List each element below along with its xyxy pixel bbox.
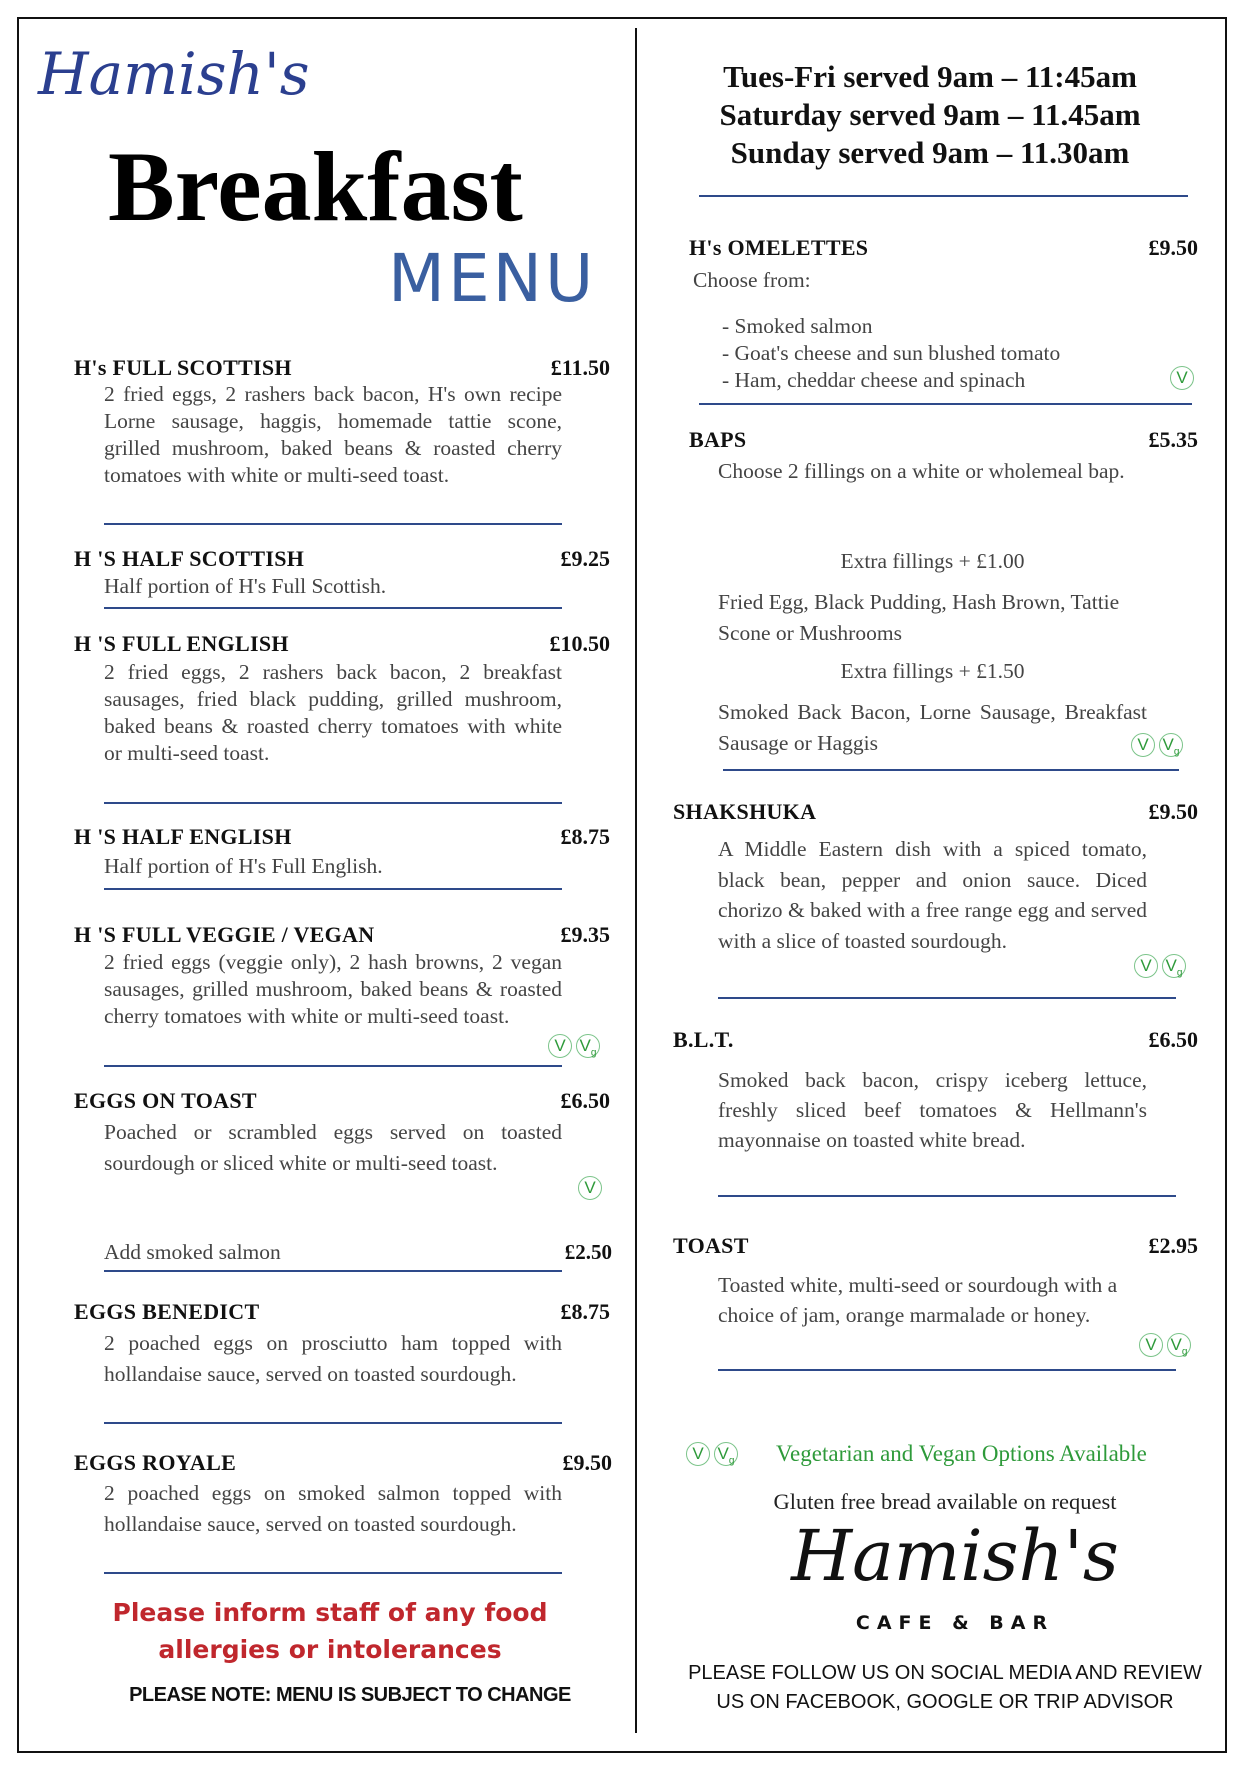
item-name: SHAKSHUKA bbox=[673, 799, 817, 824]
divider-rule bbox=[718, 997, 1176, 999]
diet-badges bbox=[578, 1176, 602, 1200]
divider-rule bbox=[699, 403, 1192, 405]
extra-fillings-1: Extra fillings + £1.00 bbox=[840, 549, 1025, 573]
item-description: 2 poached eggs on prosciutto ham topped with hollandaise sauce, served on toasted sourdough. bbox=[104, 1331, 562, 1386]
diet-badges bbox=[1170, 366, 1194, 390]
item-intro: Choose from: bbox=[693, 268, 811, 292]
item-price: £8.75 bbox=[560, 824, 610, 849]
item-name: EGGS BENEDICT bbox=[74, 1299, 260, 1324]
item-description: Poached or scrambled eggs served on toasted sourdough or sliced white or multi-seed toast. bbox=[104, 1120, 562, 1175]
item-price: £6.50 bbox=[560, 1088, 610, 1113]
item-price: £11.50 bbox=[550, 355, 610, 380]
option: - Ham, cheddar cheese and spinach bbox=[722, 368, 1026, 392]
column-divider bbox=[635, 28, 637, 1733]
item-name: B.L.T. bbox=[673, 1027, 734, 1052]
divider-rule bbox=[104, 888, 562, 890]
brand-script: Hamish's bbox=[38, 40, 310, 108]
item-price: £9.35 bbox=[560, 922, 610, 947]
divider-rule bbox=[104, 607, 562, 609]
diet-badges-legend bbox=[686, 1442, 738, 1466]
item-price: £9.50 bbox=[562, 1450, 612, 1475]
divider-rule bbox=[104, 1422, 562, 1424]
allergy-notice bbox=[40, 1594, 620, 1668]
item-name: H 'S FULL ENGLISH bbox=[74, 631, 289, 656]
item-description: 2 fried eggs, 2 rashers back bacon, H's own recipe Lorne sausage, haggis, homemade tattie scone, grilled mushroom, baked beans & roasted cherry tomatoes with white or multi-seed toast. bbox=[104, 382, 562, 487]
vegan-icon: $V_g$ bbox=[1159, 733, 1183, 757]
item-name: EGGS ROYALE bbox=[74, 1450, 237, 1475]
item-price: £2.95 bbox=[1148, 1233, 1198, 1258]
veg-options-note: Vegetarian and Vegan Options Available bbox=[776, 1441, 1147, 1466]
hours-line: Tues-Fri served 9am – 11:45am bbox=[723, 59, 1137, 94]
divider-rule bbox=[104, 523, 562, 525]
item-name: H's FULL SCOTTISH bbox=[74, 355, 292, 380]
diet-badges bbox=[1134, 954, 1186, 978]
diet-badges bbox=[1139, 1333, 1191, 1357]
divider-rule bbox=[718, 1195, 1176, 1197]
gluten-free-note: Gluten free bread available on request bbox=[773, 1489, 1117, 1514]
divider-rule bbox=[104, 1270, 562, 1272]
item-extra: Add smoked salmon bbox=[104, 1240, 281, 1264]
page-subtitle: MENU bbox=[388, 240, 597, 317]
option: - Goat's cheese and sun blushed tomato bbox=[722, 341, 1061, 365]
item-name: BAPS bbox=[689, 427, 747, 452]
item-description: Toasted white, multi-seed or sourdough with a choice of jam, orange marmalade or honey. bbox=[718, 1273, 1118, 1327]
diet-badges bbox=[1131, 733, 1183, 757]
social-line-1: PLEASE FOLLOW US ON SOCIAL MEDIA AND REVIEW bbox=[688, 1662, 1202, 1684]
hours-line: Sunday served 9am – 11.30am bbox=[730, 135, 1130, 170]
menu-change-note: PLEASE NOTE: MENU IS SUBJECT TO CHANGE bbox=[129, 1684, 571, 1706]
social-line-2: US ON FACEBOOK, GOOGLE OR TRIP ADVISOR bbox=[716, 1691, 1174, 1713]
divider-rule bbox=[699, 195, 1188, 197]
item-price: £9.50 bbox=[1148, 235, 1198, 260]
item-description: 2 poached eggs on smoked salmon topped with hollandaise sauce, served on toasted sourdough. bbox=[104, 1481, 562, 1536]
item-name: TOAST bbox=[673, 1233, 749, 1258]
item-price: £5.35 bbox=[1148, 427, 1198, 452]
item-price: £9.50 bbox=[1148, 799, 1198, 824]
item-description: 2 fried eggs (veggie only), 2 hash browns, 2 vegan sausages, grilled mushroom, baked beans & roasted cherry tomatoes with white or multi-seed toast. bbox=[104, 950, 562, 1028]
social-note bbox=[640, 1659, 1241, 1717]
item-extra-price: £2.50 bbox=[564, 1240, 612, 1264]
item-description: Half portion of H's Full English. bbox=[104, 854, 383, 878]
extra-fillings-2: Extra fillings + £1.50 bbox=[840, 659, 1025, 683]
diet-badges bbox=[548, 1034, 600, 1058]
item-name: H's OMELETTES bbox=[689, 235, 869, 260]
allergy-line-1: Please inform staff of any food bbox=[112, 1598, 548, 1627]
divider-rule bbox=[104, 1572, 562, 1574]
divider-rule bbox=[718, 1369, 1176, 1371]
item-price: £8.75 bbox=[560, 1299, 610, 1324]
option: - Smoked salmon bbox=[722, 314, 873, 338]
vegetarian-icon: V bbox=[1170, 366, 1194, 390]
vegetarian-icon: V bbox=[1131, 733, 1155, 757]
item-name: H 'S FULL VEGGIE / VEGAN bbox=[74, 922, 375, 947]
fillings-list-1: Fried Egg, Black Pudding, Hash Brown, Tattie Scone or Mushrooms bbox=[718, 590, 1120, 645]
vegan-icon: $V_g$ bbox=[1167, 1333, 1191, 1357]
hours-line: Saturday served 9am – 11.45am bbox=[719, 97, 1141, 132]
vegetarian-icon: V bbox=[1134, 954, 1158, 978]
item-description: A Middle Eastern dish with a spiced tomato, black bean, pepper and onion sauce. Diced chorizo & baked with a free range egg and served with a slice of toasted sourdough. bbox=[718, 837, 1147, 953]
cafe-logo-subtitle: CAFE & BAR bbox=[855, 1612, 1055, 1634]
divider-rule bbox=[104, 802, 562, 804]
cafe-logo: Hamish's bbox=[791, 1515, 1119, 1597]
item-description: 2 fried eggs, 2 rashers back bacon, 2 breakfast sausages, fried black pudding, grilled mushroom, baked beans & roasted cherry tomatoes with white or multi-seed toast. bbox=[104, 660, 562, 765]
page-title: Breakfast bbox=[108, 131, 523, 242]
fillings-list-2: Smoked Back Bacon, Lorne Sausage, Breakfast Sausage or Haggis bbox=[718, 700, 1147, 755]
item-description: Smoked back bacon, crispy iceberg lettuce, freshly sliced beef tomatoes & Hellmann's mayonnaise on toasted white bread. bbox=[718, 1068, 1147, 1152]
vegan-icon: $V_g$ bbox=[714, 1442, 738, 1466]
item-name: EGGS ON TOAST bbox=[74, 1088, 257, 1113]
vegetarian-icon: V bbox=[686, 1442, 710, 1466]
item-description: Choose 2 fillings on a white or wholemeal bap. bbox=[718, 459, 1125, 483]
vegetarian-icon: V bbox=[548, 1034, 572, 1058]
item-description: Half portion of H's Full Scottish. bbox=[104, 574, 387, 598]
allergy-line-2: allergies or intolerances bbox=[158, 1635, 502, 1664]
vegan-icon: $V_g$ bbox=[576, 1034, 600, 1058]
divider-rule bbox=[723, 769, 1179, 771]
vegan-icon: $V_g$ bbox=[1162, 954, 1186, 978]
divider-rule bbox=[104, 1065, 562, 1067]
vegetarian-icon: V bbox=[1139, 1333, 1163, 1357]
item-name: H 'S HALF ENGLISH bbox=[74, 824, 292, 849]
item-price: £10.50 bbox=[549, 631, 610, 656]
item-price: £9.25 bbox=[560, 546, 610, 571]
item-name: H 'S HALF SCOTTISH bbox=[74, 546, 305, 571]
item-price: £6.50 bbox=[1148, 1027, 1198, 1052]
vegetarian-icon: V bbox=[578, 1176, 602, 1200]
